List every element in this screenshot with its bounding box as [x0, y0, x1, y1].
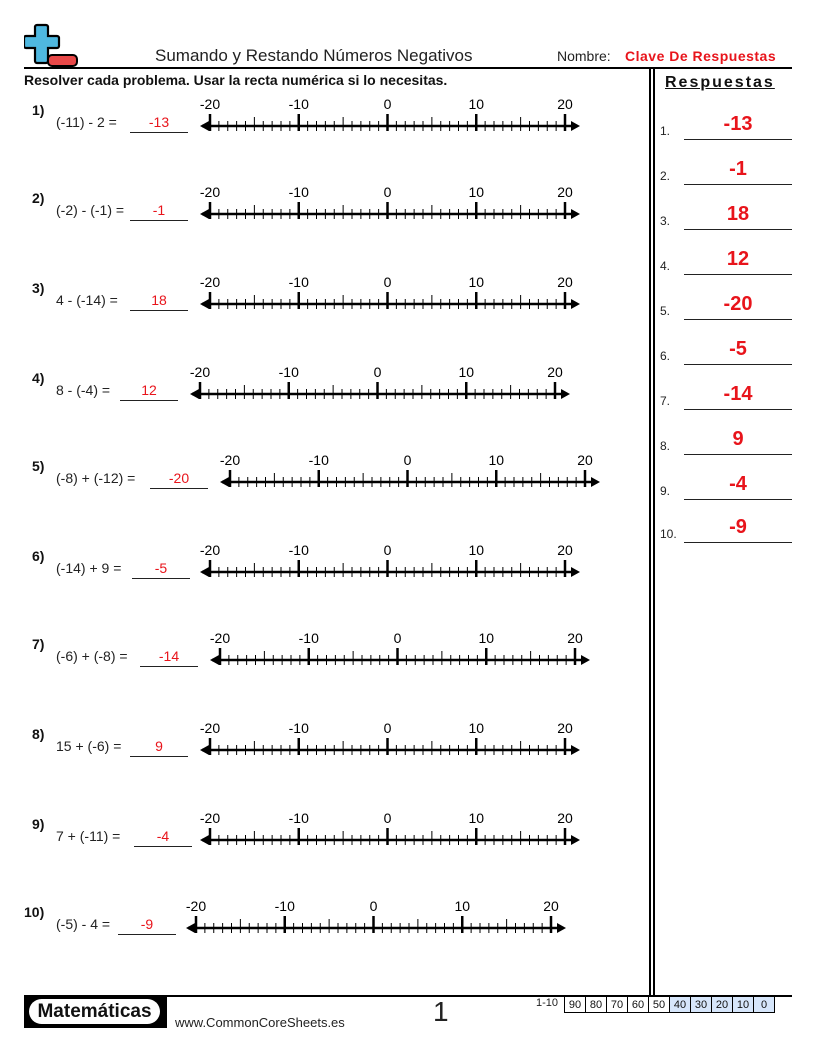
answer-line: [684, 364, 792, 365]
problem-row: [0, 898, 640, 944]
problem-expression: (-14) + 9 =: [56, 560, 122, 576]
problem-expression: (-6) + (-8) =: [56, 648, 128, 664]
answer-value: -1: [729, 158, 747, 180]
number-line: [200, 810, 580, 856]
svg-text:0: 0: [369, 898, 378, 914]
svg-text:20: 20: [557, 720, 573, 736]
answer-value: -9: [729, 516, 747, 538]
answer-blank[interactable]: -20: [150, 470, 208, 489]
answer-line: [684, 229, 792, 230]
answer-row: [660, 425, 792, 455]
svg-text:20: 20: [547, 364, 563, 380]
score-cell: 50: [649, 997, 670, 1013]
svg-text:-20: -20: [186, 898, 207, 914]
score-cell: 80: [586, 997, 607, 1013]
svg-text:20: 20: [557, 96, 573, 112]
instructions: Resolver cada problema. Usar la recta numérica si lo necesitas.: [24, 72, 448, 88]
svg-text:0: 0: [393, 630, 402, 646]
worksheet-title: Sumando y Restando Números Negativos: [155, 46, 473, 65]
number-line: [200, 184, 580, 230]
problem-row: [0, 274, 640, 320]
problem-number: 2): [32, 190, 45, 206]
problem-row: [0, 364, 640, 410]
svg-text:0: 0: [383, 810, 392, 826]
answer-line: [684, 499, 792, 500]
problem-row: [0, 452, 640, 498]
problem-expression: (-5) - 4 =: [56, 916, 111, 932]
answer-value: 18: [726, 203, 750, 225]
svg-text:10: 10: [468, 96, 485, 112]
svg-text:0: 0: [383, 184, 392, 200]
answer-line: [684, 542, 792, 543]
svg-text:20: 20: [543, 898, 559, 914]
problem-number: 5): [32, 458, 45, 474]
problem-row: [0, 720, 640, 766]
answer-row: [660, 290, 792, 320]
answer-number: 5.: [660, 304, 671, 318]
answer-number: 4.: [660, 259, 671, 273]
answer-number: 9.: [660, 484, 671, 498]
svg-text:-10: -10: [278, 364, 299, 380]
answer-blank[interactable]: -5: [132, 560, 190, 579]
problem-number: 10): [24, 904, 45, 920]
svg-text:-10: -10: [274, 898, 295, 914]
problem-number: 1): [32, 102, 45, 118]
number-line: [200, 720, 580, 766]
svg-text:-20: -20: [200, 810, 221, 826]
header-divider: [24, 67, 792, 69]
problem-expression: (-8) + (-12) =: [56, 470, 136, 486]
answer-line: [684, 274, 792, 275]
score-cell: 90: [565, 997, 586, 1013]
problem-row: [0, 630, 640, 676]
number-line: [200, 274, 580, 320]
svg-text:10: 10: [478, 630, 495, 646]
answer-value: 12: [726, 248, 750, 270]
svg-text:-10: -10: [288, 720, 309, 736]
answer-blank[interactable]: -9: [118, 916, 176, 935]
svg-text:0: 0: [373, 364, 382, 380]
problem-number: 7): [32, 636, 45, 652]
score-range-label: 1-10: [536, 997, 559, 1009]
problem-row: [0, 184, 640, 230]
answer-row: [660, 470, 792, 500]
number-line: [200, 96, 580, 142]
answer-blank[interactable]: -14: [140, 648, 198, 667]
svg-text:-10: -10: [288, 810, 309, 826]
svg-text:10: 10: [468, 274, 485, 290]
score-cell: 0: [754, 997, 775, 1013]
problem-expression: (-2) - (-1) =: [56, 202, 125, 218]
answer-number: 7.: [660, 394, 671, 408]
answer-value: -5: [729, 338, 747, 360]
answer-value: -13: [723, 113, 753, 135]
answer-line: [684, 184, 792, 185]
problem-row: [0, 542, 640, 588]
svg-text:-10: -10: [288, 184, 309, 200]
answer-row: [660, 245, 792, 275]
answer-number: 1.: [660, 124, 671, 138]
svg-text:-20: -20: [190, 364, 211, 380]
number-line: [210, 630, 590, 676]
answer-row: [660, 200, 792, 230]
answer-value: 9: [732, 428, 744, 450]
svg-text:-10: -10: [288, 274, 309, 290]
svg-text:20: 20: [577, 452, 593, 468]
answer-blank[interactable]: 18: [130, 292, 188, 311]
svg-text:-10: -10: [288, 542, 309, 558]
svg-text:-20: -20: [210, 630, 231, 646]
svg-text:20: 20: [567, 630, 583, 646]
answer-number: 8.: [660, 439, 671, 453]
answer-number: 3.: [660, 214, 671, 228]
svg-text:20: 20: [557, 810, 573, 826]
problem-expression: 8 - (-4) =: [56, 382, 111, 398]
problem-number: 6): [32, 548, 45, 564]
svg-text:20: 20: [557, 184, 573, 200]
plus-minus-logo-icon: [24, 22, 80, 68]
brand-badge: [24, 996, 167, 1028]
svg-text:0: 0: [383, 96, 392, 112]
svg-text:-20: -20: [200, 542, 221, 558]
problem-row: [0, 810, 640, 856]
brand-label: Matemáticas: [29, 999, 160, 1024]
svg-text:10: 10: [468, 184, 485, 200]
answer-blank[interactable]: 12: [120, 382, 178, 401]
svg-text:20: 20: [557, 274, 573, 290]
problem-expression: 15 + (-6) =: [56, 738, 122, 754]
score-cell: 70: [607, 997, 628, 1013]
answer-row: [660, 513, 792, 543]
svg-text:20: 20: [557, 542, 573, 558]
answer-line: [684, 454, 792, 455]
svg-text:-20: -20: [200, 720, 221, 736]
svg-text:0: 0: [383, 720, 392, 736]
score-cell: 60: [628, 997, 649, 1013]
svg-text:10: 10: [454, 898, 471, 914]
problem-number: 4): [32, 370, 45, 386]
score-table: [564, 996, 775, 1013]
page-number: 1: [433, 996, 449, 1027]
answer-blank[interactable]: 9: [130, 738, 188, 757]
number-line: [220, 452, 600, 498]
answer-blank[interactable]: -13: [130, 114, 188, 133]
column-divider: [649, 68, 651, 996]
number-line: [200, 542, 580, 588]
score-cell: 10: [733, 997, 754, 1013]
problem-expression: 4 - (-14) =: [56, 292, 118, 308]
answers-title: Respuestas: [665, 74, 775, 91]
answer-value: -4: [729, 473, 747, 495]
svg-text:10: 10: [458, 364, 475, 380]
answer-row: [660, 335, 792, 365]
svg-text:-20: -20: [200, 274, 221, 290]
svg-text:0: 0: [383, 274, 392, 290]
svg-text:10: 10: [468, 542, 485, 558]
score-cell: 30: [691, 997, 712, 1013]
name-value: Clave De Respuestas: [625, 48, 777, 64]
answer-row: [660, 110, 792, 140]
svg-text:-20: -20: [200, 96, 221, 112]
answer-value: -14: [723, 383, 753, 405]
problem-number: 8): [32, 726, 45, 742]
answer-value: -20: [723, 293, 753, 315]
answer-number: 2.: [660, 169, 671, 183]
svg-text:10: 10: [468, 720, 485, 736]
svg-text:-10: -10: [308, 452, 329, 468]
svg-text:0: 0: [383, 542, 392, 558]
problem-number: 9): [32, 816, 45, 832]
problem-expression: (-11) - 2 =: [56, 114, 117, 130]
column-divider: [653, 68, 655, 996]
answer-row: [660, 380, 792, 410]
site-url: www.CommonCoreSheets.es: [175, 1015, 345, 1030]
answer-number: 6.: [660, 349, 671, 363]
answer-line: [684, 319, 792, 320]
svg-text:10: 10: [488, 452, 505, 468]
problem-expression: 7 + (-11) =: [56, 828, 121, 844]
answer-row: [660, 155, 792, 185]
answer-blank[interactable]: -1: [130, 202, 188, 221]
problem-number: 3): [32, 280, 45, 296]
answer-line: [684, 409, 792, 410]
number-line: [190, 364, 570, 410]
answer-blank[interactable]: -4: [134, 828, 192, 847]
number-line: [186, 898, 566, 944]
svg-text:0: 0: [403, 452, 412, 468]
name-label: Nombre:: [557, 48, 611, 64]
svg-text:10: 10: [468, 810, 485, 826]
svg-text:-20: -20: [220, 452, 241, 468]
score-cell: 40: [670, 997, 691, 1013]
svg-text:-10: -10: [288, 96, 309, 112]
answer-line: [684, 139, 792, 140]
svg-text:-10: -10: [298, 630, 319, 646]
svg-text:-20: -20: [200, 184, 221, 200]
score-cell: 20: [712, 997, 733, 1013]
problem-row: [0, 96, 640, 142]
answer-number: 10.: [660, 527, 677, 541]
